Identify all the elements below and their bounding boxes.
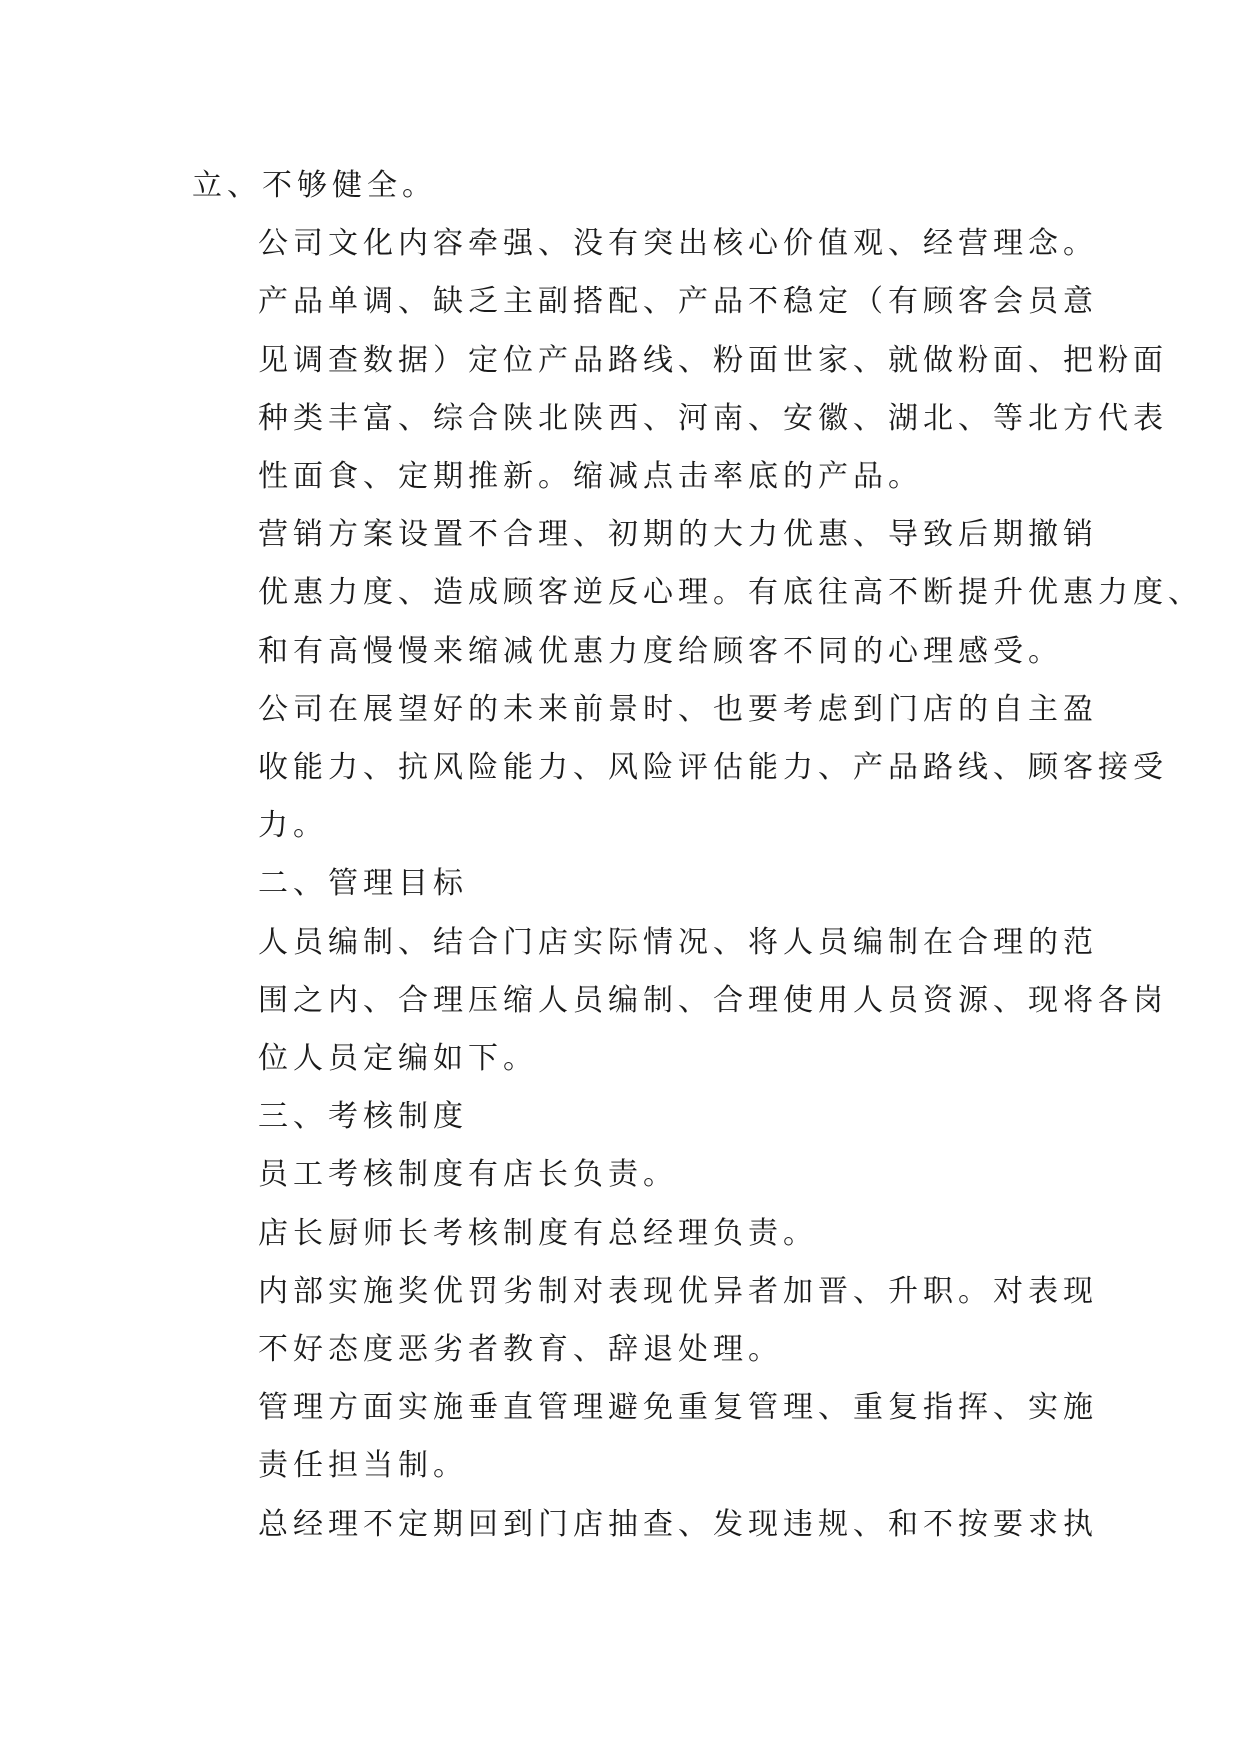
text-line: 责任担当制。 (258, 1448, 468, 1484)
text-line: 性面食、定期推新。缩减点击率底的产品。 (258, 459, 923, 495)
text-line: 不好态度恶劣者教育、辞退处理。 (258, 1332, 783, 1368)
text-line: 公司在展望好的未来前景时、也要考虑到门店的自主盈 (258, 691, 1098, 727)
paragraph (192, 1263, 1098, 1379)
section-heading (192, 855, 1058, 913)
section-heading (192, 1088, 1058, 1146)
paragraph (192, 157, 1058, 215)
paragraph (192, 506, 1203, 681)
text-line: 优惠力度、造成顾客逆反心理。有底往高不断提升优惠力度、 (258, 575, 1203, 611)
text-line: 围之内、合理压缩人员编制、合理使用人员资源、现将各岗 (258, 982, 1168, 1018)
text-line: 产品单调、缺乏主副搭配、产品不稳定（有顾客会员意 (258, 284, 1098, 320)
text-line: 营销方案设置不合理、初期的大力优惠、导致后期撤销 (258, 517, 1098, 553)
paragraph (192, 1146, 1058, 1204)
text-line: 力。 (258, 808, 328, 844)
paragraph (192, 1205, 1058, 1263)
text-line: 见调查数据）定位产品路线、粉面世家、就做粉面、把粉面 (258, 342, 1168, 378)
text-line: 位人员定编如下。 (258, 1041, 538, 1077)
text-line: 员工考核制度有店长负责。 (258, 1157, 678, 1193)
text-line: 二、管理目标 (258, 866, 468, 902)
text-line: 内部实施奖优罚劣制对表现优异者加晋、升职。对表现 (258, 1273, 1098, 1309)
text-line: 收能力、抗风险能力、风险评估能力、产品路线、顾客接受 (258, 750, 1168, 786)
text-line: 管理方面实施垂直管理避免重复管理、重复指挥、实施 (258, 1390, 1098, 1426)
paragraph (192, 215, 1098, 273)
paragraph (192, 1496, 1098, 1554)
paragraph (192, 914, 1168, 1089)
paragraph (192, 273, 1168, 506)
text-line: 人员编制、结合门店实际情况、将人员编制在合理的范 (258, 924, 1098, 960)
text-line: 立、不够健全。 (192, 168, 437, 203)
paragraph (192, 681, 1168, 856)
text-line: 店长厨师长考核制度有总经理负责。 (258, 1215, 818, 1251)
text-line: 公司文化内容牵强、没有突出核心价值观、经营理念。 (258, 226, 1098, 262)
text-line: 三、考核制度 (258, 1099, 468, 1135)
text-line: 总经理不定期回到门店抽查、发现违规、和不按要求执 (258, 1506, 1098, 1542)
text-line: 种类丰富、综合陕北陕西、河南、安徽、湖北、等北方代表 (258, 400, 1168, 436)
document-body (192, 157, 1203, 1554)
text-line: 和有高慢慢来缩减优惠力度给顾客不同的心理感受。 (258, 633, 1063, 669)
paragraph (192, 1379, 1098, 1495)
